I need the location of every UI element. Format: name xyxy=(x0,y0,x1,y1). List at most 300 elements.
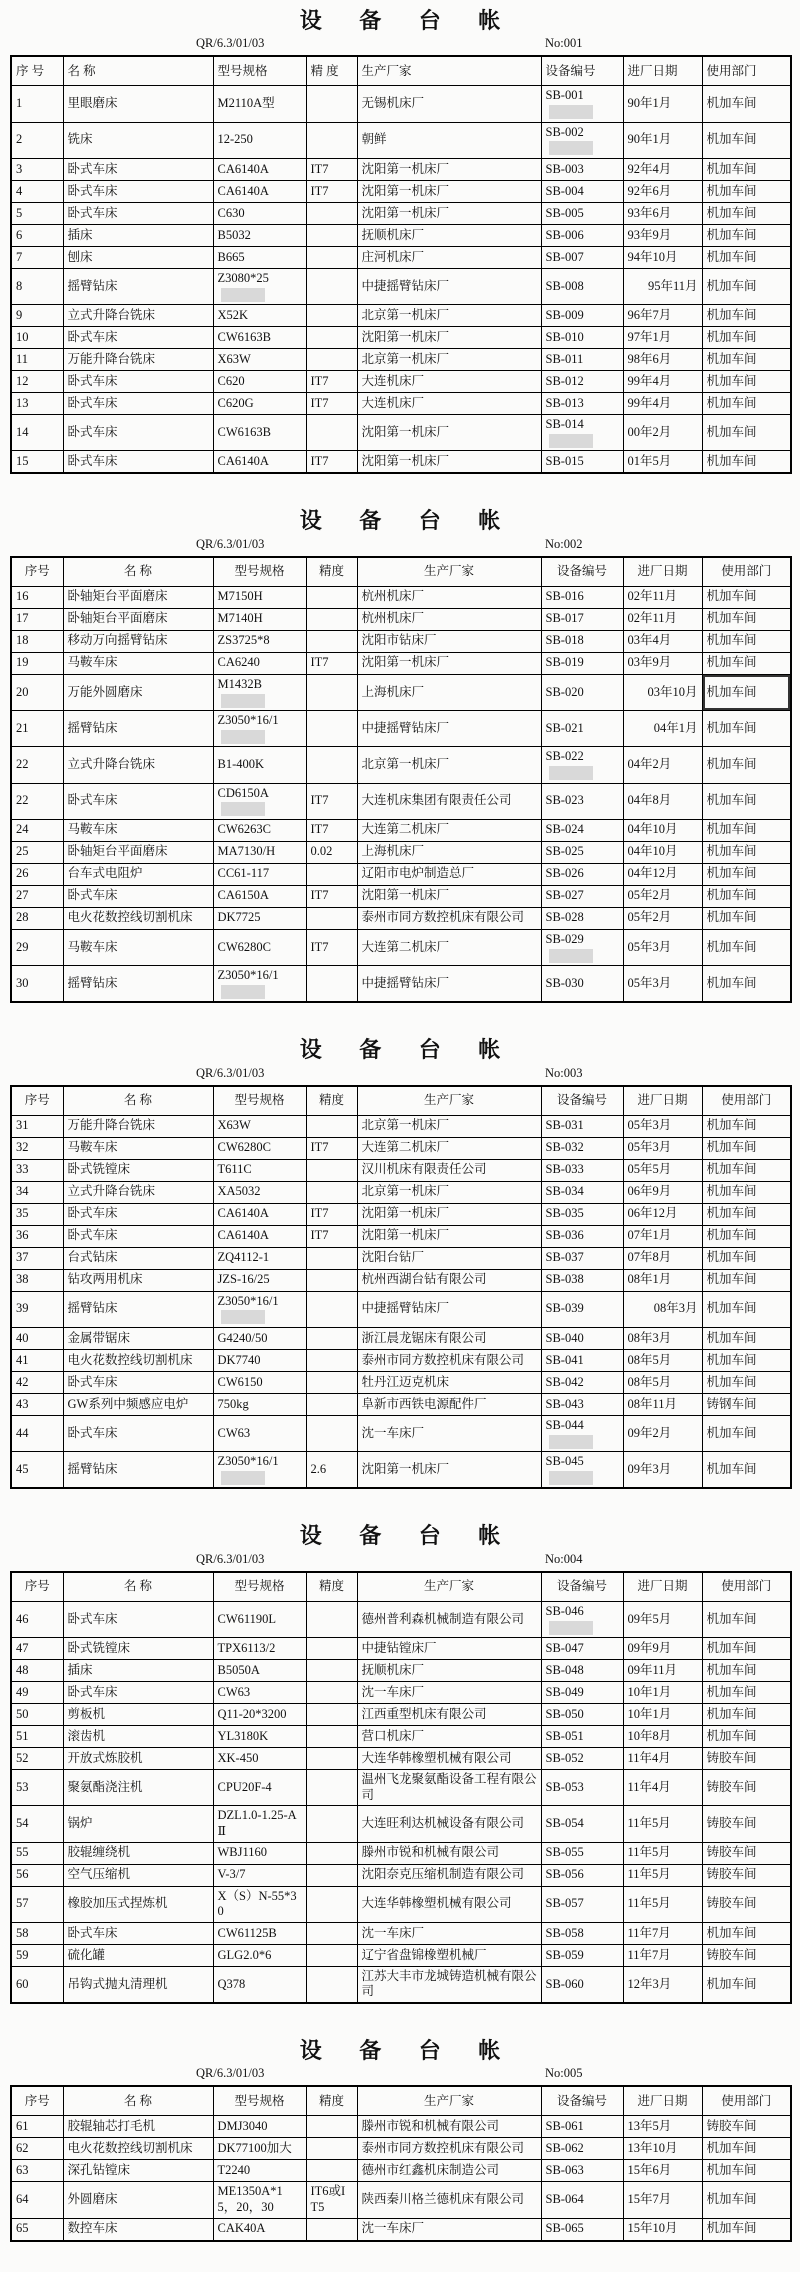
cell-model: CW63 xyxy=(213,1415,306,1451)
highlight-swatch xyxy=(549,1471,593,1485)
cell-date: 05年2月 xyxy=(623,907,702,929)
cell-mfr: 沈阳第一机床厂 xyxy=(357,158,541,180)
cell-date: 09年3月 xyxy=(623,1452,702,1489)
highlight-swatch xyxy=(221,985,265,999)
cell-eq: SB-011 xyxy=(541,349,623,371)
cell-date: 99年4月 xyxy=(623,371,702,393)
cell-dept: 铸胶车间 xyxy=(702,1864,791,1886)
cell-sn: 52 xyxy=(11,1748,63,1770)
ledger-section-3 xyxy=(0,1037,800,1489)
cell-sn: 46 xyxy=(11,1601,63,1637)
cell-model: 750kg xyxy=(213,1393,306,1415)
column-header-prec: 精度 xyxy=(306,1086,357,1116)
cell-prec xyxy=(306,1726,357,1748)
highlight-swatch xyxy=(549,105,593,119)
cell-model: M7150H xyxy=(213,586,306,608)
column-header-name: 名 称 xyxy=(63,1572,213,1602)
cell-mfr: 大连第二机床厂 xyxy=(357,1137,541,1159)
table-row xyxy=(11,1806,791,1842)
cell-dept: 机加车间 xyxy=(702,783,791,819)
table-row xyxy=(11,1291,791,1327)
table-row xyxy=(11,1966,791,2003)
cell-date: 05年3月 xyxy=(623,966,702,1003)
cell-sn: 12 xyxy=(11,371,63,393)
cell-prec xyxy=(306,202,357,224)
cell-sn: 20 xyxy=(11,674,63,710)
equipment-table-2 xyxy=(10,556,792,1004)
cell-date: 07年8月 xyxy=(623,1247,702,1269)
cell-mfr: 沈阳第一机床厂 xyxy=(357,1203,541,1225)
table-row xyxy=(11,1203,791,1225)
cell-dept: 机加车间 xyxy=(702,327,791,349)
cell-sn: 64 xyxy=(11,2182,63,2218)
cell-prec xyxy=(306,1886,357,1922)
cell-prec xyxy=(306,630,357,652)
cell-mfr: 汉川机床有限责任公司 xyxy=(357,1159,541,1181)
cell-model: C620G xyxy=(213,393,306,415)
table-row xyxy=(11,349,791,371)
cell-dept: 机加车间 xyxy=(702,158,791,180)
cell-name: 滚齿机 xyxy=(63,1726,213,1748)
table-row xyxy=(11,586,791,608)
cell-prec xyxy=(306,1922,357,1944)
highlight-swatch xyxy=(549,1621,593,1635)
cell-sn: 31 xyxy=(11,1115,63,1137)
cell-eq: SB-015 xyxy=(541,451,623,474)
cell-name: 移动万向摇臂钻床 xyxy=(63,630,213,652)
table-row xyxy=(11,1137,791,1159)
table-row xyxy=(11,1452,791,1489)
column-header-date: 进厂日期 xyxy=(623,1086,702,1116)
cell-model: Q378 xyxy=(213,1966,306,2003)
table-row xyxy=(11,1247,791,1269)
cell-sn: 38 xyxy=(11,1269,63,1291)
column-header-eq: 设备编号 xyxy=(541,557,623,587)
header-row xyxy=(11,2086,791,2116)
cell-date: 11年5月 xyxy=(623,1864,702,1886)
cell-date: 06年12月 xyxy=(623,1203,702,1225)
cell-eq: SB-061 xyxy=(541,2116,623,2138)
cell-date: 09年5月 xyxy=(623,1601,702,1637)
table-row xyxy=(11,1415,791,1451)
cell-mfr: 江苏大丰市龙城铸造机械有限公司 xyxy=(357,1966,541,2003)
header-row xyxy=(11,1086,791,1116)
cell-date: 11年4月 xyxy=(623,1770,702,1806)
cell-sn: 21 xyxy=(11,711,63,747)
cell-date: 06年9月 xyxy=(623,1181,702,1203)
cell-model: C620 xyxy=(213,371,306,393)
cell-sn: 22 xyxy=(11,783,63,819)
column-header-date: 进厂日期 xyxy=(623,2086,702,2116)
cell-date: 04年1月 xyxy=(623,711,702,747)
cell-dept: 机加车间 xyxy=(702,1704,791,1726)
column-header-mfr: 生产厂家 xyxy=(357,557,541,587)
cell-eq: SB-044 xyxy=(541,1415,623,1451)
page-title: 设 备 台 帐 xyxy=(299,8,517,33)
cell-name: 摇臂钻床 xyxy=(63,966,213,1003)
cell-name: 卧式车床 xyxy=(63,393,213,415)
cell-prec xyxy=(306,907,357,929)
sheet-number: No:004 xyxy=(545,1551,583,1566)
cell-date: 90年1月 xyxy=(623,86,702,122)
column-header-date: 进厂日期 xyxy=(623,56,702,86)
cell-prec xyxy=(306,224,357,246)
cell-mfr: 牡丹江迈克机床 xyxy=(357,1371,541,1393)
form-code: QR/6.3/01/03 xyxy=(196,36,265,51)
cell-dept: 机加车间 xyxy=(702,180,791,202)
table-row xyxy=(11,1864,791,1886)
cell-prec xyxy=(306,1181,357,1203)
cell-prec xyxy=(306,1349,357,1371)
cell-date: 05年3月 xyxy=(623,1115,702,1137)
cell-date: 08年5月 xyxy=(623,1371,702,1393)
cell-prec: IT7 xyxy=(306,1225,357,1247)
cell-date: 05年3月 xyxy=(623,1137,702,1159)
table-row xyxy=(11,863,791,885)
cell-eq: SB-007 xyxy=(541,246,623,268)
table-row xyxy=(11,1770,791,1806)
cell-model: G4240/50 xyxy=(213,1327,306,1349)
table-row xyxy=(11,1922,791,1944)
column-header-name: 名 称 xyxy=(63,56,213,86)
cell-dept: 机加车间 xyxy=(702,1371,791,1393)
cell-mfr: 中捷摇臂钻床厂 xyxy=(357,966,541,1003)
cell-mfr: 江西重型机床有限公司 xyxy=(357,1704,541,1726)
cell-prec xyxy=(306,2138,357,2160)
cell-date: 11年5月 xyxy=(623,1842,702,1864)
cell-date: 04年10月 xyxy=(623,841,702,863)
cell-eq: SB-005 xyxy=(541,202,623,224)
cell-sn: 9 xyxy=(11,305,63,327)
cell-prec xyxy=(306,1269,357,1291)
cell-model: DK7740 xyxy=(213,1349,306,1371)
cell-model: B1-400K xyxy=(213,747,306,783)
cell-date: 08年1月 xyxy=(623,1269,702,1291)
cell-prec xyxy=(306,1415,357,1451)
cell-eq: SB-043 xyxy=(541,1393,623,1415)
cell-mfr: 沈阳市钻床厂 xyxy=(357,630,541,652)
cell-name: 卧式车床 xyxy=(63,1371,213,1393)
cell-name: 卧式车床 xyxy=(63,158,213,180)
cell-dept: 机加车间 xyxy=(702,966,791,1003)
cell-date: 04年10月 xyxy=(623,819,702,841)
cell-name: 台式钻床 xyxy=(63,1247,213,1269)
cell-sn: 25 xyxy=(11,841,63,863)
cell-model: 12-250 xyxy=(213,122,306,158)
cell-sn: 26 xyxy=(11,863,63,885)
cell-date: 09年9月 xyxy=(623,1638,702,1660)
cell-dept: 机加车间 xyxy=(702,1638,791,1660)
cell-date: 11年7月 xyxy=(623,1922,702,1944)
column-header-sn: 序 号 xyxy=(11,56,63,86)
highlight-swatch xyxy=(221,1471,265,1485)
cell-mfr: 上海机床厂 xyxy=(357,841,541,863)
cell-sn: 34 xyxy=(11,1181,63,1203)
cell-name: 立式升降台铣床 xyxy=(63,747,213,783)
cell-sn: 57 xyxy=(11,1886,63,1922)
cell-name: 电火花数控线切割机床 xyxy=(63,2138,213,2160)
cell-eq: SB-018 xyxy=(541,630,623,652)
cell-name: 卧式车床 xyxy=(63,1601,213,1637)
cell-eq: SB-029 xyxy=(541,929,623,965)
sheet-number: No:002 xyxy=(545,536,583,551)
cell-prec xyxy=(306,1966,357,2003)
cell-dept: 机加车间 xyxy=(702,371,791,393)
table-row xyxy=(11,158,791,180)
cell-eq: SB-001 xyxy=(541,86,623,122)
cell-eq: SB-056 xyxy=(541,1864,623,1886)
cell-eq: SB-022 xyxy=(541,747,623,783)
cell-mfr: 大连旺利达机械设备有限公司 xyxy=(357,1806,541,1842)
cell-prec xyxy=(306,122,357,158)
cell-model: CW6163B xyxy=(213,327,306,349)
cell-name: 马鞍车床 xyxy=(63,652,213,674)
cell-mfr: 大连华韩橡塑机械有限公司 xyxy=(357,1748,541,1770)
cell-name: 铣床 xyxy=(63,122,213,158)
cell-dept: 机加车间 xyxy=(702,451,791,474)
cell-date: 10年1月 xyxy=(623,1704,702,1726)
cell-model: ZQ4112-1 xyxy=(213,1247,306,1269)
cell-mfr: 营口机床厂 xyxy=(357,1726,541,1748)
subheader xyxy=(0,2066,800,2084)
cell-name: 卧式车床 xyxy=(63,371,213,393)
cell-model: B665 xyxy=(213,246,306,268)
table-row xyxy=(11,268,791,304)
cell-prec xyxy=(306,268,357,304)
cell-mfr: 沈阳第一机床厂 xyxy=(357,202,541,224)
column-header-date: 进厂日期 xyxy=(623,1572,702,1602)
table-row xyxy=(11,451,791,474)
cell-dept: 机加车间 xyxy=(702,1159,791,1181)
cell-eq: SB-048 xyxy=(541,1660,623,1682)
cell-eq: SB-057 xyxy=(541,1886,623,1922)
highlight-swatch xyxy=(549,1435,593,1449)
cell-sn: 32 xyxy=(11,1137,63,1159)
cell-date: 03年4月 xyxy=(623,630,702,652)
cell-prec xyxy=(306,1748,357,1770)
cell-eq: SB-002 xyxy=(541,122,623,158)
cell-prec: IT6或IT5 xyxy=(306,2182,357,2218)
cell-sn: 11 xyxy=(11,349,63,371)
table-row xyxy=(11,327,791,349)
cell-date: 04年12月 xyxy=(623,863,702,885)
cell-sn: 61 xyxy=(11,2116,63,2138)
highlight-swatch xyxy=(221,730,265,744)
cell-mfr: 北京第一机床厂 xyxy=(357,1181,541,1203)
cell-name: 电火花数控线切割机床 xyxy=(63,907,213,929)
table-row xyxy=(11,393,791,415)
cell-eq: SB-004 xyxy=(541,180,623,202)
cell-dept: 机加车间 xyxy=(702,2160,791,2182)
table-row xyxy=(11,652,791,674)
cell-name: 钻攻两用机床 xyxy=(63,1269,213,1291)
cell-sn: 18 xyxy=(11,630,63,652)
column-header-mfr: 生产厂家 xyxy=(357,1086,541,1116)
cell-sn: 40 xyxy=(11,1327,63,1349)
cell-dept: 铸胶车间 xyxy=(702,1748,791,1770)
cell-mfr: 无锡机床厂 xyxy=(357,86,541,122)
cell-model: B5032 xyxy=(213,224,306,246)
cell-model: T611C xyxy=(213,1159,306,1181)
cell-name: GW系列中频感应电炉 xyxy=(63,1393,213,1415)
cell-eq: SB-027 xyxy=(541,885,623,907)
table-row xyxy=(11,1660,791,1682)
table-row xyxy=(11,1842,791,1864)
cell-eq: SB-041 xyxy=(541,1349,623,1371)
cell-eq: SB-012 xyxy=(541,371,623,393)
cell-date: 90年1月 xyxy=(623,122,702,158)
cell-date: 03年10月 xyxy=(623,674,702,710)
cell-dept: 机加车间 xyxy=(702,1291,791,1327)
table-row xyxy=(11,783,791,819)
cell-sn: 30 xyxy=(11,966,63,1003)
cell-mfr: 浙江晨龙锯床有限公司 xyxy=(357,1327,541,1349)
cell-dept: 机加车间 xyxy=(702,1225,791,1247)
cell-eq: SB-017 xyxy=(541,608,623,630)
cell-date: 10年1月 xyxy=(623,1682,702,1704)
cell-prec xyxy=(306,863,357,885)
cell-name: 万能升降台铣床 xyxy=(63,349,213,371)
cell-eq: SB-055 xyxy=(541,1842,623,1864)
cell-dept: 铸胶车间 xyxy=(702,1806,791,1842)
equipment-table-1 xyxy=(10,55,792,474)
cell-date: 15年10月 xyxy=(623,2218,702,2241)
cell-eq: SB-014 xyxy=(541,415,623,451)
cell-name: 卧式车床 xyxy=(63,202,213,224)
cell-mfr: 中捷摇臂钻床厂 xyxy=(357,268,541,304)
cell-prec xyxy=(306,1115,357,1137)
cell-sn: 7 xyxy=(11,246,63,268)
cell-name: 胶辊缠绕机 xyxy=(63,1842,213,1864)
cell-mfr: 泰州市同方数控机床有限公司 xyxy=(357,907,541,929)
subheader xyxy=(0,537,800,555)
ledger-section-4 xyxy=(0,1523,800,2004)
cell-name: 卧式车床 xyxy=(63,415,213,451)
cell-dept: 机加车间 xyxy=(702,1660,791,1682)
cell-mfr: 辽宁省盘锦橡塑机械厂 xyxy=(357,1944,541,1966)
cell-eq: SB-047 xyxy=(541,1638,623,1660)
cell-date: 07年1月 xyxy=(623,1225,702,1247)
cell-eq: SB-033 xyxy=(541,1159,623,1181)
cell-sn: 45 xyxy=(11,1452,63,1489)
column-header-dept: 使用部门 xyxy=(702,557,791,587)
cell-eq: SB-045 xyxy=(541,1452,623,1489)
cell-eq: SB-036 xyxy=(541,1225,623,1247)
cell-mfr: 大连机床集团有限责任公司 xyxy=(357,783,541,819)
cell-model: ZS3725*8 xyxy=(213,630,306,652)
table-row xyxy=(11,1944,791,1966)
cell-model: Z3050*16/1 xyxy=(213,1291,306,1327)
cell-name: 开放式炼胶机 xyxy=(63,1748,213,1770)
table-row xyxy=(11,1704,791,1726)
cell-date: 03年9月 xyxy=(623,652,702,674)
cell-eq: SB-021 xyxy=(541,711,623,747)
cell-sn: 4 xyxy=(11,180,63,202)
cell-sn: 17 xyxy=(11,608,63,630)
table-row xyxy=(11,747,791,783)
cell-eq: SB-019 xyxy=(541,652,623,674)
cell-name: 万能升降台铣床 xyxy=(63,1115,213,1137)
cell-dept: 铸钢车间 xyxy=(702,1393,791,1415)
cell-date: 08年3月 xyxy=(623,1327,702,1349)
header-row xyxy=(11,557,791,587)
cell-eq: SB-034 xyxy=(541,1181,623,1203)
cell-dept: 机加车间 xyxy=(702,1137,791,1159)
cell-name: 马鞍车床 xyxy=(63,1137,213,1159)
table-row xyxy=(11,371,791,393)
cell-prec: IT7 xyxy=(306,929,357,965)
cell-mfr: 朝鲜 xyxy=(357,122,541,158)
cell-eq: SB-049 xyxy=(541,1682,623,1704)
cell-prec xyxy=(306,327,357,349)
table-row xyxy=(11,1225,791,1247)
cell-sn: 58 xyxy=(11,1922,63,1944)
subheader xyxy=(0,36,800,54)
cell-model: CW6280C xyxy=(213,1137,306,1159)
ledger-section-2 xyxy=(0,508,800,1003)
table-row xyxy=(11,1269,791,1291)
cell-eq: SB-040 xyxy=(541,1327,623,1349)
cell-model: CAK40A xyxy=(213,2218,306,2241)
column-header-name: 名 称 xyxy=(63,1086,213,1116)
cell-eq: SB-058 xyxy=(541,1922,623,1944)
cell-dept: 机加车间 xyxy=(702,1115,791,1137)
cell-mfr: 沈阳第一机床厂 xyxy=(357,885,541,907)
cell-date: 12年3月 xyxy=(623,1966,702,2003)
cell-name: 卧式车床 xyxy=(63,1225,213,1247)
table-row xyxy=(11,966,791,1003)
cell-dept: 机加车间 xyxy=(702,1726,791,1748)
table-row xyxy=(11,224,791,246)
table-row xyxy=(11,246,791,268)
cell-prec xyxy=(306,246,357,268)
cell-eq: SB-035 xyxy=(541,1203,623,1225)
cell-sn: 60 xyxy=(11,1966,63,2003)
cell-date: 96年7月 xyxy=(623,305,702,327)
table-row xyxy=(11,608,791,630)
cell-dept: 机加车间 xyxy=(702,1269,791,1291)
cell-eq: SB-053 xyxy=(541,1770,623,1806)
cell-name: 卧式车床 xyxy=(63,180,213,202)
cell-dept: 机加车间 xyxy=(702,268,791,304)
cell-name: 立式升降台铣床 xyxy=(63,1181,213,1203)
cell-dept: 机加车间 xyxy=(702,652,791,674)
cell-dept: 机加车间 xyxy=(702,907,791,929)
column-header-name: 名 称 xyxy=(63,557,213,587)
cell-name: 胶辊轴芯打毛机 xyxy=(63,2116,213,2138)
cell-name: 橡胶加压式捏炼机 xyxy=(63,1886,213,1922)
cell-prec xyxy=(306,711,357,747)
cell-dept: 机加车间 xyxy=(702,224,791,246)
cell-eq: SB-059 xyxy=(541,1944,623,1966)
cell-eq: SB-028 xyxy=(541,907,623,929)
cell-sn: 35 xyxy=(11,1203,63,1225)
cell-mfr: 沈阳第一机床厂 xyxy=(357,180,541,202)
table-row xyxy=(11,202,791,224)
cell-dept: 机加车间 xyxy=(702,1452,791,1489)
cell-name: 卧式车床 xyxy=(63,783,213,819)
cell-mfr: 庄河机床厂 xyxy=(357,246,541,268)
cell-mfr: 陕西秦川格兰德机床有限公司 xyxy=(357,2182,541,2218)
cell-name: 卧式车床 xyxy=(63,1682,213,1704)
column-header-dept: 使用部门 xyxy=(702,1572,791,1602)
cell-prec: IT7 xyxy=(306,819,357,841)
cell-mfr: 中捷摇臂钻床厂 xyxy=(357,711,541,747)
cell-date: 02年11月 xyxy=(623,608,702,630)
cell-sn: 63 xyxy=(11,2160,63,2182)
cell-name: 电火花数控线切割机床 xyxy=(63,1349,213,1371)
cell-prec: IT7 xyxy=(306,1203,357,1225)
